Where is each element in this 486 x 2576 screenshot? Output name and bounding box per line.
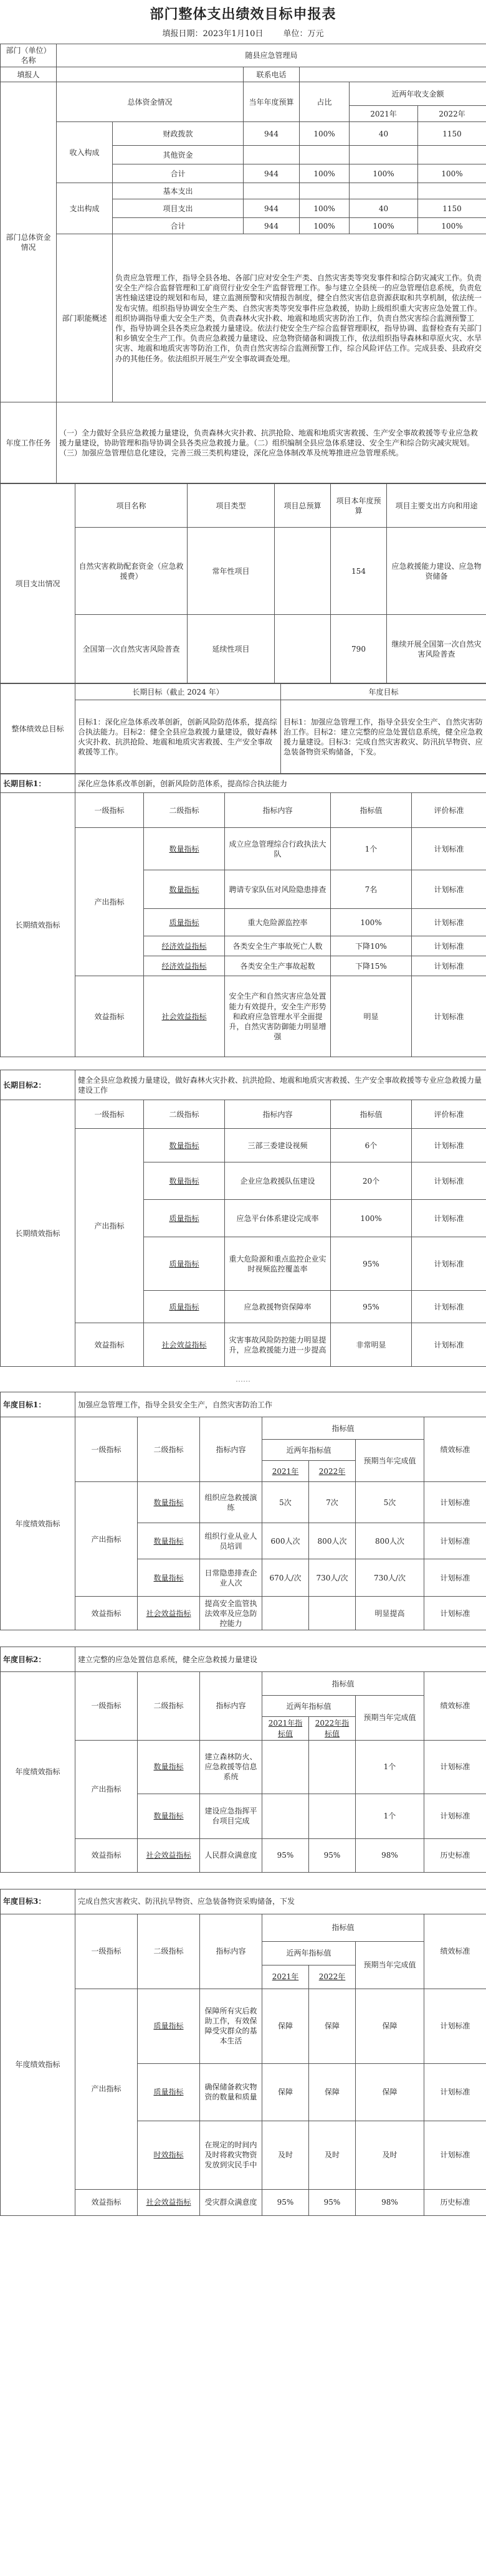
indicator-l2: 数量指标 [144, 1129, 225, 1162]
header-std: 绩效标准 [424, 1914, 486, 1989]
indicator-std: 计划标准 [424, 2121, 486, 2189]
long-goal-2-table [0, 1070, 486, 1367]
finance-header-current: 当年年度预算 [244, 82, 300, 122]
indicator-content: 确保储备救灾物资的数量和质量 [200, 2063, 262, 2121]
phone-label: 联系电话 [244, 67, 300, 82]
indicator-content: 成立应急管理综合行政执法大队 [225, 828, 331, 870]
indicator-content: 组织应急救援演练 [200, 1482, 262, 1523]
header-value: 指标值 [331, 1100, 412, 1129]
indicator-std: 计划标准 [412, 870, 486, 909]
year-goal-3-table [0, 1889, 486, 2216]
project-name: 自然灾害救助配套资金（应急救援费） [75, 528, 188, 615]
indicator-l2: 数量指标 [144, 870, 225, 909]
indicator-2021: 600人次 [262, 1523, 309, 1559]
indicator-std: 计划标准 [412, 956, 486, 976]
expense-row-name: 合计 [113, 218, 244, 234]
year-goal-3-label: 年度目标3： [1, 1889, 75, 1914]
finance-section-label: 部门总体资金情况 [1, 82, 57, 402]
finance-header-2021: 2021年 [350, 106, 418, 122]
indicator-content: 重大危险源和重点监控企业实时视频监控覆盖率 [225, 1237, 331, 1291]
indicator-std: 历史标准 [424, 1838, 486, 1872]
header-expect: 预期当年完成值 [356, 1696, 424, 1740]
indicator-l2: 数量指标 [138, 1482, 200, 1523]
indicator-l1: 产出指标 [75, 1740, 138, 1838]
header-2021: 2021年 [262, 1461, 309, 1482]
income-row-name: 其他资金 [113, 146, 244, 164]
finance-header-ratio: 占比 [300, 82, 350, 122]
indicator-content: 在规定的时间内及时将救灾物资发放到灾民手中 [200, 2121, 262, 2189]
expense-row-2022: 100% [418, 218, 486, 234]
indicator-2022: 95% [309, 1838, 356, 1872]
header-2022: 2022年指标值 [309, 1717, 356, 1740]
income-row-2022: 100% [418, 164, 486, 183]
indicator-std: 计划标准 [412, 1237, 486, 1291]
fill-date: 填报日期：2023年1月10日 [162, 29, 264, 39]
header-expect: 预期当年完成值 [356, 1941, 424, 1989]
expense-row-cur: 944 [244, 218, 300, 234]
income-row-2022: 1150 [418, 122, 486, 146]
header-2021: 2021年指标值 [262, 1717, 309, 1740]
indicator-content: 应急平台体系建设完成率 [225, 1200, 331, 1237]
overall-header-year: 年度目标 [281, 684, 486, 700]
indicator-content: 建设应急指挥平台项目完成 [200, 1794, 262, 1838]
header-std: 绩效标准 [424, 1417, 486, 1482]
indicator-l2: 社会效益指标 [144, 1323, 225, 1367]
year-goal-1-table [0, 1392, 486, 1630]
indicator-l2: 质量指标 [138, 2063, 200, 2121]
indicator-2022: 800人次 [309, 1523, 356, 1559]
expense-row-cur [244, 183, 300, 199]
indicator-std: 计划标准 [424, 1740, 486, 1794]
indicator-std: 计划标准 [412, 976, 486, 1057]
header-l1: 一级指标 [75, 1672, 138, 1740]
duties-text: 负责应急管理工作，指导全县各地、各部门应对安全生产类、自然灾害类等突发事件和综合防灾减灾工作。负责安全生产综合监督管理和工矿商贸行业安全生产监督管理工作。参与建立全县统一的应急管理信息系统，负责危害性输送建设的规划和布局，建立监测预警和灾情报告制度，健全自然灾害信息资源获取和共享机制，依法统一发布灾情。组织指导协调安全生产类、自然灾害类等突发事件应急救援，协助上级组织重大灾害应急处置工作。组织协调指导重大安全生产类，负责森林火灾扑救、地震和地质灾害防治工作，负责自然灾害综合监测预警工作，指导协调全县各类应急救援力量建设。依法行使安全生产综合监督管理职权，指导协调、监督检查有关部门和乡镇安全生产工作。负责应急救援力量建设、应急物资储备和调拨工作，依法组织指导森林和草原火灾、水旱灾害、地震和地质灾害等防治工作，负责自然灾害综合监测预警工作，综合风险评估工作。完成县委、县政府交办的其他任务。依法组织开展生产安全事故调查处理。 [113, 234, 486, 402]
indicator-l1: 产出指标 [75, 1482, 138, 1597]
header-l1: 一级指标 [75, 1100, 144, 1129]
expense-row-2022 [418, 183, 486, 199]
indicator-2022: 保障 [309, 1989, 356, 2063]
indicator-value: 下降15% [331, 956, 412, 976]
indicator-l1: 产出指标 [75, 1129, 144, 1323]
indicator-2021: 5次 [262, 1482, 309, 1523]
indicator-2022 [309, 1740, 356, 1794]
overall-year-text: 目标1：加强应急管理工作，指导全县安全生产、自然灾害防治工作。目标2：建立完整的应急处置信息系统，健全应急救援力量建设。目标3：完成自然灾害救灾、防汛抗旱物资、应急装备物资采购储备，下发。 [281, 700, 486, 774]
indicator-expect: 1个 [356, 1740, 424, 1794]
indicator-content: 各类安全生产事故起数 [225, 956, 331, 976]
indicator-std: 计划标准 [412, 936, 486, 956]
year-goal-1-section: 年度绩效指标 [1, 1417, 75, 1630]
income-row-cur [244, 146, 300, 164]
income-row-2022 [418, 146, 486, 164]
indicator-l2: 数量指标 [138, 1559, 200, 1597]
header-std: 评价标准 [412, 1100, 486, 1129]
indicator-value: 非常明显 [331, 1323, 412, 1367]
header-value: 指标值 [262, 1914, 424, 1941]
header-value: 指标值 [331, 793, 412, 828]
income-row-ratio: 100% [300, 122, 350, 146]
indicator-content: 安全生产和自然灾害应急处置能力有效提升，安全生产形势和政府应急管理水平全面提升，自然灾害防御能力明显增强 [225, 976, 331, 1057]
year-goal-2-label: 年度目标2： [1, 1647, 75, 1672]
project-type: 常年性项目 [188, 528, 275, 615]
indicator-expect: 98% [356, 2189, 424, 2215]
projects-label: 项目支出情况 [1, 484, 75, 683]
long-goal-1-section: 长期绩效指标 [1, 793, 75, 1057]
indicator-expect: 98% [356, 1838, 424, 1872]
project-year: 154 [331, 528, 387, 615]
indicator-std: 计划标准 [412, 1200, 486, 1237]
income-row-2021: 100% [350, 164, 418, 183]
expense-row-ratio: 100% [300, 218, 350, 234]
indicator-value: 明显 [331, 976, 412, 1057]
finance-header-total: 总体资金情况 [57, 82, 244, 122]
finance-header-recent: 近两年收支金额 [350, 82, 486, 106]
indicator-value: 100% [331, 1200, 412, 1237]
header-l2: 二级指标 [138, 1914, 200, 1989]
long-goal-1-text: 深化应急体系改革创新，创新风险防范体系，提高综合执法能力 [75, 774, 486, 793]
header-2022: 2022年 [309, 1965, 356, 1989]
duties-label: 部门职能概述 [57, 234, 113, 402]
indicator-std: 计划标准 [412, 909, 486, 936]
project-year: 790 [331, 615, 387, 683]
indicator-l1: 效益指标 [75, 1597, 138, 1630]
indicator-std: 历史标准 [424, 2189, 486, 2215]
income-row-name: 合计 [113, 164, 244, 183]
indicator-l2: 质量指标 [138, 1989, 200, 2063]
projects-header-desc: 项目主要支出方向和用途 [387, 484, 486, 528]
income-row-name: 财政拨款 [113, 122, 244, 146]
expense-row-name: 基本支出 [113, 183, 244, 199]
indicator-l1: 效益指标 [75, 1323, 144, 1367]
year-goal-3-text: 完成自然灾害救灾、防汛抗旱物资、应急装备物资采购储备，下发 [75, 1889, 486, 1914]
expense-row-2021 [350, 183, 418, 199]
indicator-std: 计划标准 [412, 828, 486, 870]
indicator-std: 计划标准 [424, 1482, 486, 1523]
income-row-cur: 944 [244, 164, 300, 183]
indicator-value: 7名 [331, 870, 412, 909]
header-content: 指标内容 [200, 1417, 262, 1482]
indicator-2021: 及时 [262, 2121, 309, 2189]
indicator-value: 下降10% [331, 936, 412, 956]
income-row-ratio: 100% [300, 164, 350, 183]
indicator-content: 重大危险源监控率 [225, 909, 331, 936]
indicator-2022: 保障 [309, 2063, 356, 2121]
project-desc: 应急救援能力建设、应急物资储备 [387, 528, 486, 615]
header-l1: 一级指标 [75, 1417, 138, 1482]
indicator-l1: 产出指标 [75, 1989, 138, 2189]
tasks-label: 年度工作任务 [1, 402, 57, 483]
indicator-l2: 社会效益指标 [138, 2189, 200, 2215]
indicator-value: 95% [331, 1237, 412, 1291]
indicator-content: 建立森林防火、应急救援等信息系统 [200, 1740, 262, 1794]
indicator-l2: 社会效益指标 [138, 1838, 200, 1872]
expense-row-name: 项目支出 [113, 199, 244, 218]
project-total [275, 528, 331, 615]
overall-goal-table [0, 683, 486, 774]
projects-table [0, 483, 486, 683]
header-l2: 二级指标 [138, 1417, 200, 1482]
header-value: 指标值 [262, 1417, 424, 1440]
project-name: 全国第一次自然灾害风险普查 [75, 615, 188, 683]
expense-row-2021: 100% [350, 218, 418, 234]
indicator-content: 人民群众满意度 [200, 1838, 262, 1872]
indicator-std: 计划标准 [412, 1129, 486, 1162]
indicator-2021 [262, 1740, 309, 1794]
finance-table [0, 44, 486, 483]
expense-row-ratio [300, 183, 350, 199]
header-std: 评价标准 [412, 793, 486, 828]
indicator-2022 [309, 1597, 356, 1630]
indicator-2022: 95% [309, 2189, 356, 2215]
year-goal-2-text: 建立完整的应急处置信息系统，健全应急救援力量建设 [75, 1647, 486, 1672]
indicator-value: 20个 [331, 1162, 412, 1200]
header-std: 绩效标准 [424, 1672, 486, 1740]
project-total [275, 615, 331, 683]
income-row-ratio [300, 146, 350, 164]
indicator-2021 [262, 1597, 309, 1630]
header-content: 指标内容 [225, 1100, 331, 1129]
dept-name-label: 部门（单位）名称 [1, 44, 57, 67]
indicator-value: 100% [331, 909, 412, 936]
header-content: 指标内容 [225, 793, 331, 828]
header-recent: 近两年指标值 [262, 1696, 356, 1717]
indicator-expect: 730人/次 [356, 1559, 424, 1597]
header-l2: 二级指标 [144, 1100, 225, 1129]
long-goal-1-label: 长期目标1： [1, 774, 75, 793]
header-l1: 一级指标 [75, 1914, 138, 1989]
year-goal-2-table [0, 1647, 486, 1872]
header-content: 指标内容 [200, 1914, 262, 1989]
indicator-std: 计划标准 [412, 1162, 486, 1200]
indicator-2021: 保障 [262, 1989, 309, 2063]
expense-label: 支出构成 [57, 183, 113, 234]
indicator-content: 应急救援物资保障率 [225, 1291, 331, 1323]
header-value: 指标值 [262, 1672, 424, 1696]
income-row-cur: 944 [244, 122, 300, 146]
header-l2: 二级指标 [144, 793, 225, 828]
projects-header-total: 项目总预算 [275, 484, 331, 528]
unit-label: 单位：万元 [283, 29, 324, 39]
header-2021: 2021年 [262, 1965, 309, 1989]
project-desc: 继续开展全国第一次自然灾害风险普查 [387, 615, 486, 683]
indicator-2022: 及时 [309, 2121, 356, 2189]
indicator-l1: 效益指标 [75, 976, 144, 1057]
indicator-l2: 数量指标 [138, 1523, 200, 1559]
indicator-2022: 7次 [309, 1482, 356, 1523]
indicator-std: 计划标准 [424, 1597, 486, 1630]
indicator-expect: 1个 [356, 1794, 424, 1838]
indicator-std: 计划标准 [424, 1989, 486, 2063]
indicator-l2: 经济效益指标 [144, 936, 225, 956]
income-row-2021: 40 [350, 122, 418, 146]
year-goal-1-text: 加强应急管理工作，指导全县安全生产，自然灾害防治工作 [75, 1392, 486, 1417]
indicator-content: 日常隐患排查企业人次 [200, 1559, 262, 1597]
year-goal-1-label: 年度目标1： [1, 1392, 75, 1417]
indicator-l1: 效益指标 [75, 1838, 138, 1872]
indicator-l2: 数量指标 [138, 1740, 200, 1794]
expense-row-cur: 944 [244, 199, 300, 218]
indicator-content: 组织行业从业人员培训 [200, 1523, 262, 1559]
indicator-l2: 社会效益指标 [144, 976, 225, 1057]
projects-header-year: 项目本年度预算 [331, 484, 387, 528]
indicator-std: 计划标准 [424, 1523, 486, 1559]
indicator-l2: 质量指标 [144, 1237, 225, 1291]
indicator-2021: 保障 [262, 2063, 309, 2121]
report-meta [0, 23, 486, 44]
filler-value [57, 67, 244, 82]
overall-header-long: 长期目标（截止 2024 年） [75, 684, 281, 700]
tasks-text: （一）全力做好全县应急救援力量建设，负责森林火灾扑救、抗洪抢险、地震和地质灾害救援、生产安全事故救援等专业应急救援力量建设，协助管理和指导协调全县各类应急救援力量。（二）组织编制全县应急体系建设、安全生产和综合防灾减灾规划。（三）加强应急管理信息化建设，完善三级三类机构建设，深化应急体制改革及统筹推进应急管理系统。 [57, 402, 486, 483]
year-goal-3-section: 年度绩效指标 [1, 1914, 75, 2215]
indicator-std: 计划标准 [412, 1323, 486, 1367]
indicator-2021 [262, 1794, 309, 1838]
indicator-content: 受灾群众满意度 [200, 2189, 262, 2215]
dept-name-value: 随县应急管理局 [57, 44, 486, 67]
indicator-content: 各类安全生产事故死亡人数 [225, 936, 331, 956]
indicator-l2: 质量指标 [144, 1200, 225, 1237]
year-goal-2-section: 年度绩效指标 [1, 1672, 75, 1872]
indicator-std: 计划标准 [424, 2063, 486, 2121]
indicator-l2: 质量指标 [144, 1291, 225, 1323]
long-goal-2-label: 长期目标2： [1, 1070, 75, 1100]
indicator-content: 保障所有灾后救助工作，有效保障受灾群众的基本生活 [200, 1989, 262, 2063]
header-recent: 近两年指标值 [262, 1440, 356, 1461]
indicator-l2: 数量指标 [144, 1162, 225, 1200]
indicator-l2: 经济效益指标 [144, 956, 225, 976]
indicator-value: 1个 [331, 828, 412, 870]
indicator-l1: 产出指标 [75, 828, 144, 976]
indicator-2022 [309, 1794, 356, 1838]
long-goal-1-table [0, 774, 486, 1057]
header-l2: 二级指标 [138, 1672, 200, 1740]
expense-row-2022: 1150 [418, 199, 486, 218]
indicator-2021: 670人/次 [262, 1559, 309, 1597]
indicator-content: 企业应急救援队伍建设 [225, 1162, 331, 1200]
header-expect: 预期当年完成值 [356, 1440, 424, 1482]
indicator-content: 灾害事故风险防控能力明显提升，应急救援能力进一步提高 [225, 1323, 331, 1367]
indicator-expect: 保障 [356, 1989, 424, 2063]
indicator-expect: 明显提高 [356, 1597, 424, 1630]
header-2022: 2022年 [309, 1461, 356, 1482]
indicator-2022: 730人/次 [309, 1559, 356, 1597]
ellipsis: …… [236, 1375, 250, 1384]
indicator-content: 提高安全监管执法效率及应急防控能力 [200, 1597, 262, 1630]
overall-long-text: 目标1：深化应急体系改革创新，创新风险防范体系，提高综合执法能力。目标2：健全全县应急救援力量建设，做好森林火灾扑救、抗洪抢险、地震和地质灾害救援、生产安全事故救援等工作。 [75, 700, 281, 774]
phone-value [300, 67, 486, 82]
long-goal-2-section: 长期绩效指标 [1, 1100, 75, 1367]
indicator-value: 6个 [331, 1129, 412, 1162]
indicator-std: 计划标准 [424, 1559, 486, 1597]
indicator-expect: 5次 [356, 1482, 424, 1523]
indicator-std: 计划标准 [424, 1794, 486, 1838]
income-row-2021 [350, 146, 418, 164]
overall-label: 整体绩效总目标 [1, 684, 75, 774]
indicator-2021: 95% [262, 1838, 309, 1872]
indicator-l2: 数量指标 [138, 1794, 200, 1838]
indicator-content: 三部三委建设视频 [225, 1129, 331, 1162]
header-recent: 近两年指标值 [262, 1941, 356, 1965]
indicator-expect: 800人次 [356, 1523, 424, 1559]
project-type: 延续性项目 [188, 615, 275, 683]
header-content: 指标内容 [200, 1672, 262, 1740]
indicator-l2: 质量指标 [144, 909, 225, 936]
income-label: 收入构成 [57, 122, 113, 183]
expense-row-2021: 40 [350, 199, 418, 218]
indicator-content: 聘请专家队伍对风险隐患排查 [225, 870, 331, 909]
projects-header-name: 项目名称 [75, 484, 188, 528]
indicator-2021: 95% [262, 2189, 309, 2215]
indicator-l2: 时效指标 [138, 2121, 200, 2189]
indicator-std: 计划标准 [412, 1291, 486, 1323]
indicator-value: 95% [331, 1291, 412, 1323]
filler-label: 填报人 [1, 67, 57, 82]
projects-header-type: 项目类型 [188, 484, 275, 528]
indicator-l1: 效益指标 [75, 2189, 138, 2215]
page-title: 部门整体支出绩效目标申报表 [150, 6, 336, 22]
long-goal-2-text: 健全全县应急救援力量建设，做好森林火灾扑救、抗洪抢险、地震和地质灾害救援、生产安全事故救援等专业应急救援力量建设工作 [75, 1070, 486, 1100]
expense-row-ratio: 100% [300, 199, 350, 218]
header-l1: 一级指标 [75, 793, 144, 828]
indicator-l2: 社会效益指标 [138, 1597, 200, 1630]
finance-header-2022: 2022年 [418, 106, 486, 122]
indicator-l2: 数量指标 [144, 828, 225, 870]
indicator-expect: 保障 [356, 2063, 424, 2121]
indicator-expect: 及时 [356, 2121, 424, 2189]
